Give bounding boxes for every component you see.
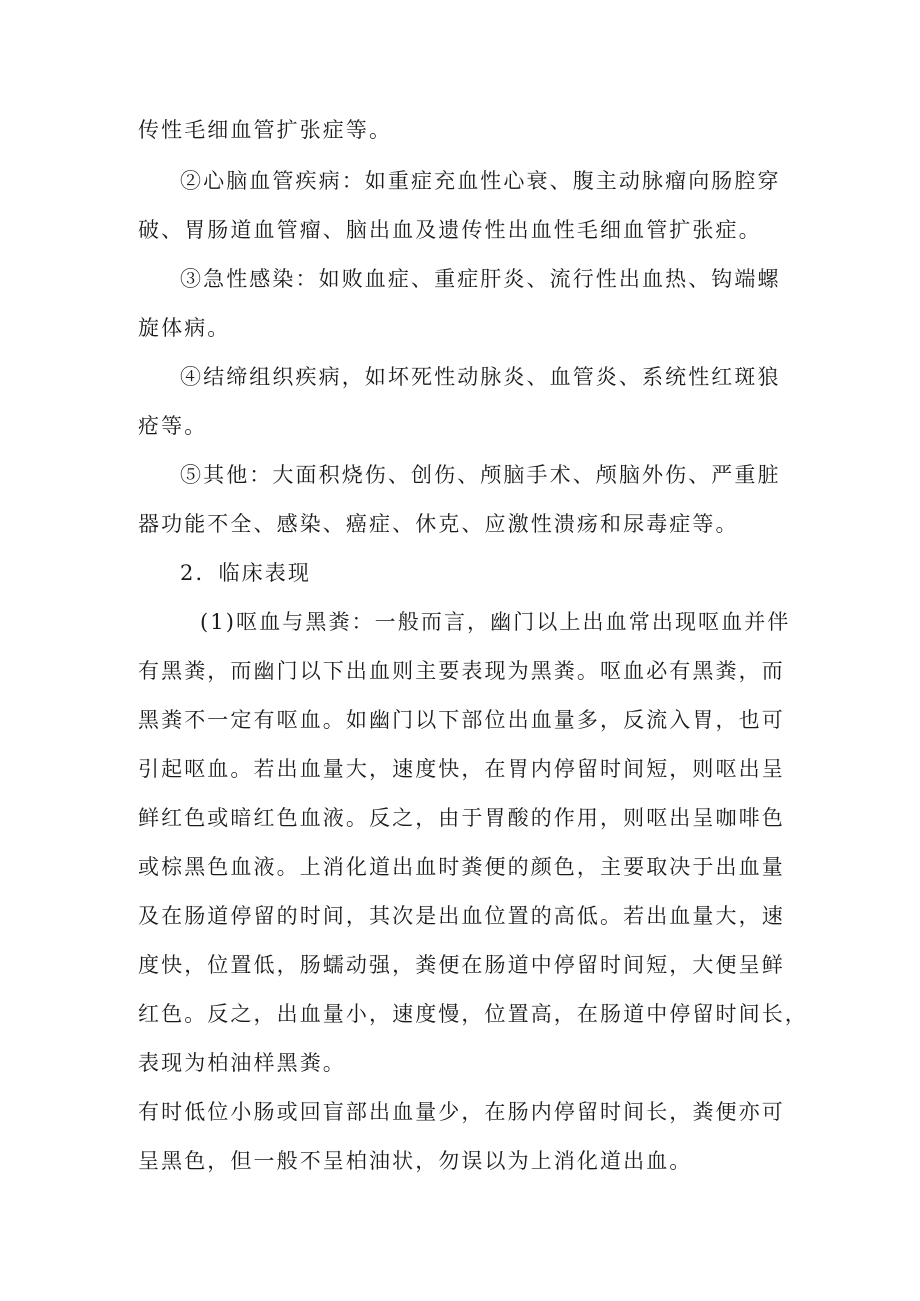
section-heading: 2．临床表现 [180, 561, 311, 585]
text-line: 红色。反之，出血量小，速度慢，位置高，在肠道中停留时间长， [138, 1002, 808, 1026]
text-line: 引起呕血。若出血量大，速度快，在胃内停留时间短，则呕出呈 [138, 757, 785, 781]
text-line: (1)呕血与黑粪：一般而言，幽门以上出血常出现呕血并伴 [200, 610, 791, 634]
text-line: 度快，位置低，肠蠕动强，粪便在肠道中停留时间短，大便呈鲜 [138, 953, 785, 977]
text-line: 有黑粪，而幽门以下出血则主要表现为黑粪。呕血必有黑粪，而 [138, 659, 785, 683]
text-line: 鲜红色或暗红色血液。反之，由于胃酸的作用，则呕出呈咖啡色 [138, 806, 785, 830]
text-line: 旋体病。 [138, 316, 231, 340]
text-line: ⑤其他：大面积烧伤、创伤、颅脑手术、颅脑外伤、严重脏 [180, 463, 781, 487]
text-line: ②心脑血管疾病：如重症充血性心衰、腹主动脉瘤向肠腔穿 [180, 169, 781, 193]
text-line: 传性毛细血管扩张症等。 [138, 118, 393, 142]
text-line: 呈黑色，但一般不呈柏油状，勿误以为上消化道出血。 [138, 1149, 693, 1173]
text-line: 器功能不全、感染、癌症、休克、应激性溃疡和尿毒症等。 [138, 512, 739, 536]
text-line: ③急性感染：如败血症、重症肝炎、流行性出血热、钩端螺 [180, 267, 781, 291]
text-line: 或棕黑色血液。上消化道出血时粪便的颜色，主要取决于出血量 [138, 855, 785, 879]
text-line: 疮等。 [138, 414, 208, 438]
text-line: 破、胃肠道血管瘤、脑出血及遗传性出血性毛细血管扩张症。 [138, 218, 762, 242]
text-line: 有时低位小肠或回盲部出血量少，在肠内停留时间长，粪便亦可 [138, 1100, 785, 1124]
text-line: 及在肠道停留的时间，其次是出血位置的高低。若出血量大，速 [138, 904, 785, 928]
text-line: 黑粪不一定有呕血。如幽门以下部位出血量多，反流入胃，也可 [138, 708, 785, 732]
text-line: ④结缔组织疾病，如坏死性动脉炎、血管炎、系统性红斑狼 [180, 365, 781, 389]
text-line: 表现为柏油样黑粪。 [138, 1051, 346, 1075]
